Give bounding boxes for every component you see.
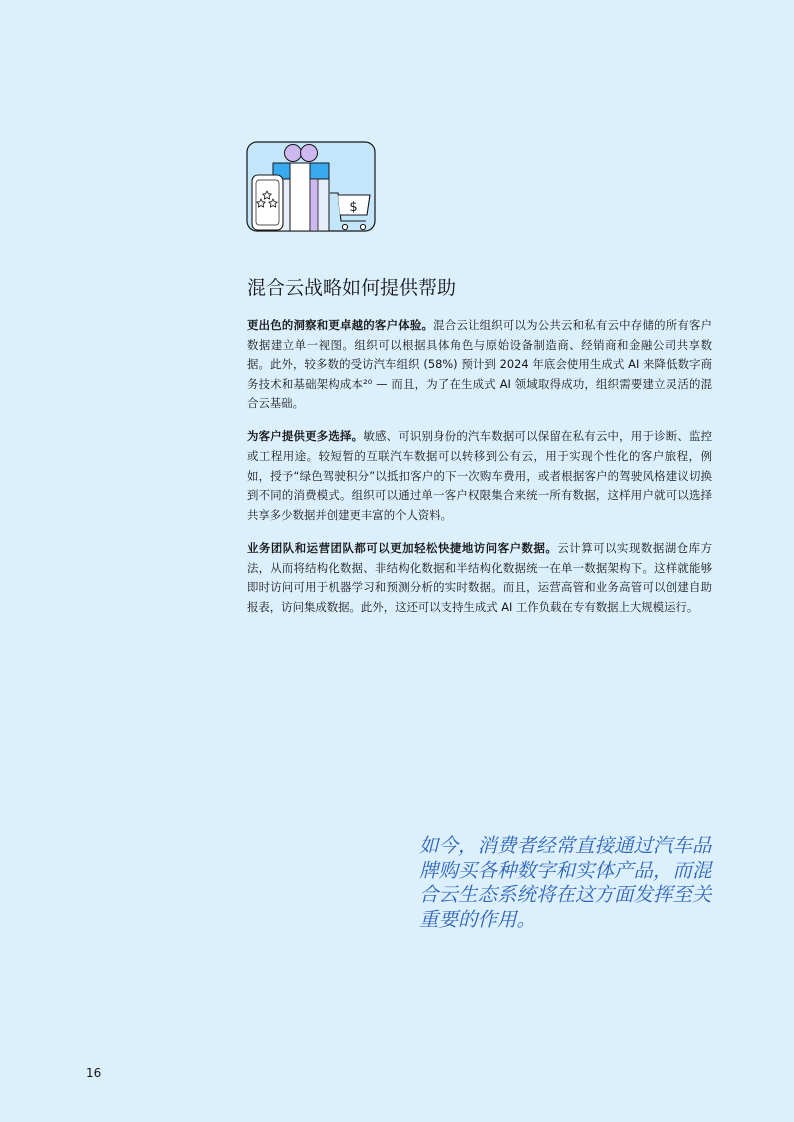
section-title: 混合云战略如何提供帮助: [247, 277, 457, 299]
article-body: [247, 316, 712, 631]
page-number: 16: [86, 1066, 102, 1080]
pull-quote: 如今，消费者经常直接通过汽车品牌购买各种数字和实体产品，而混合云生态系统将在这方面发挥至关重要的作用。: [419, 834, 712, 931]
paragraph-text: 敏感、可识别身份的汽车数据可以保留在私有云中，用于诊断、监控或工程用途。较短暂的互联汽车数据可以转移到公有云，用于实现个性化的客户旅程，例如，授予“绿色驾驶积分”以抵扣客户的下一次购车费用，或者根据客户的驾驶风格建议切换到不同的消费模式。组织可以通过单一客户权限集合来统一所有数据，这样用户就可以选择共享多少数据并创建更丰富的个人资料。: [247, 429, 712, 522]
paragraph-data-access: [247, 539, 712, 617]
phone-stars-icon: [252, 175, 283, 230]
paragraph-lead: 更出色的洞察和更卓越的客户体验。: [247, 318, 434, 332]
paragraph-lead: 为客户提供更多选择。: [247, 429, 364, 444]
paragraph-lead: 业务团队和运营团队都可以更加轻松快捷地访问客户数据。: [247, 540, 558, 555]
paragraph-text: 混合云让组织可以为公共云和私有云中存储的所有客户数据建立单一视图。组织可以根据具体角色与原始设备制造商、经销商和金融公司共享数据。此外，较多数的受访汽车组织 (58%) 预计到 2024 年底会使用生成式 AI 来降低数字商务技术和基础架构成本²⁰ — 而且，为了在生成式 AI 领域取得成功，组织需要建立灵活的混合云基础。: [247, 318, 712, 411]
gift-phone-cart-illustration: [246, 141, 376, 233]
svg-text:$: $: [349, 200, 358, 215]
paragraph-customer-choice: [247, 427, 712, 525]
paragraph-text: 云计算可以实现数据湖仓库方法，从而将结构化数据、非结构化数据和半结构化数据统一在单一数据架构下。这样就能够即时访问可用于机器学习和预测分析的实时数据。而且，运营高管和业务高管可以创建自助报表，访问集成数据。此外，这还可以支持生成式 AI 工作负载在专有数据上大规模运行。: [247, 540, 712, 614]
paragraph-insights: [247, 316, 712, 414]
